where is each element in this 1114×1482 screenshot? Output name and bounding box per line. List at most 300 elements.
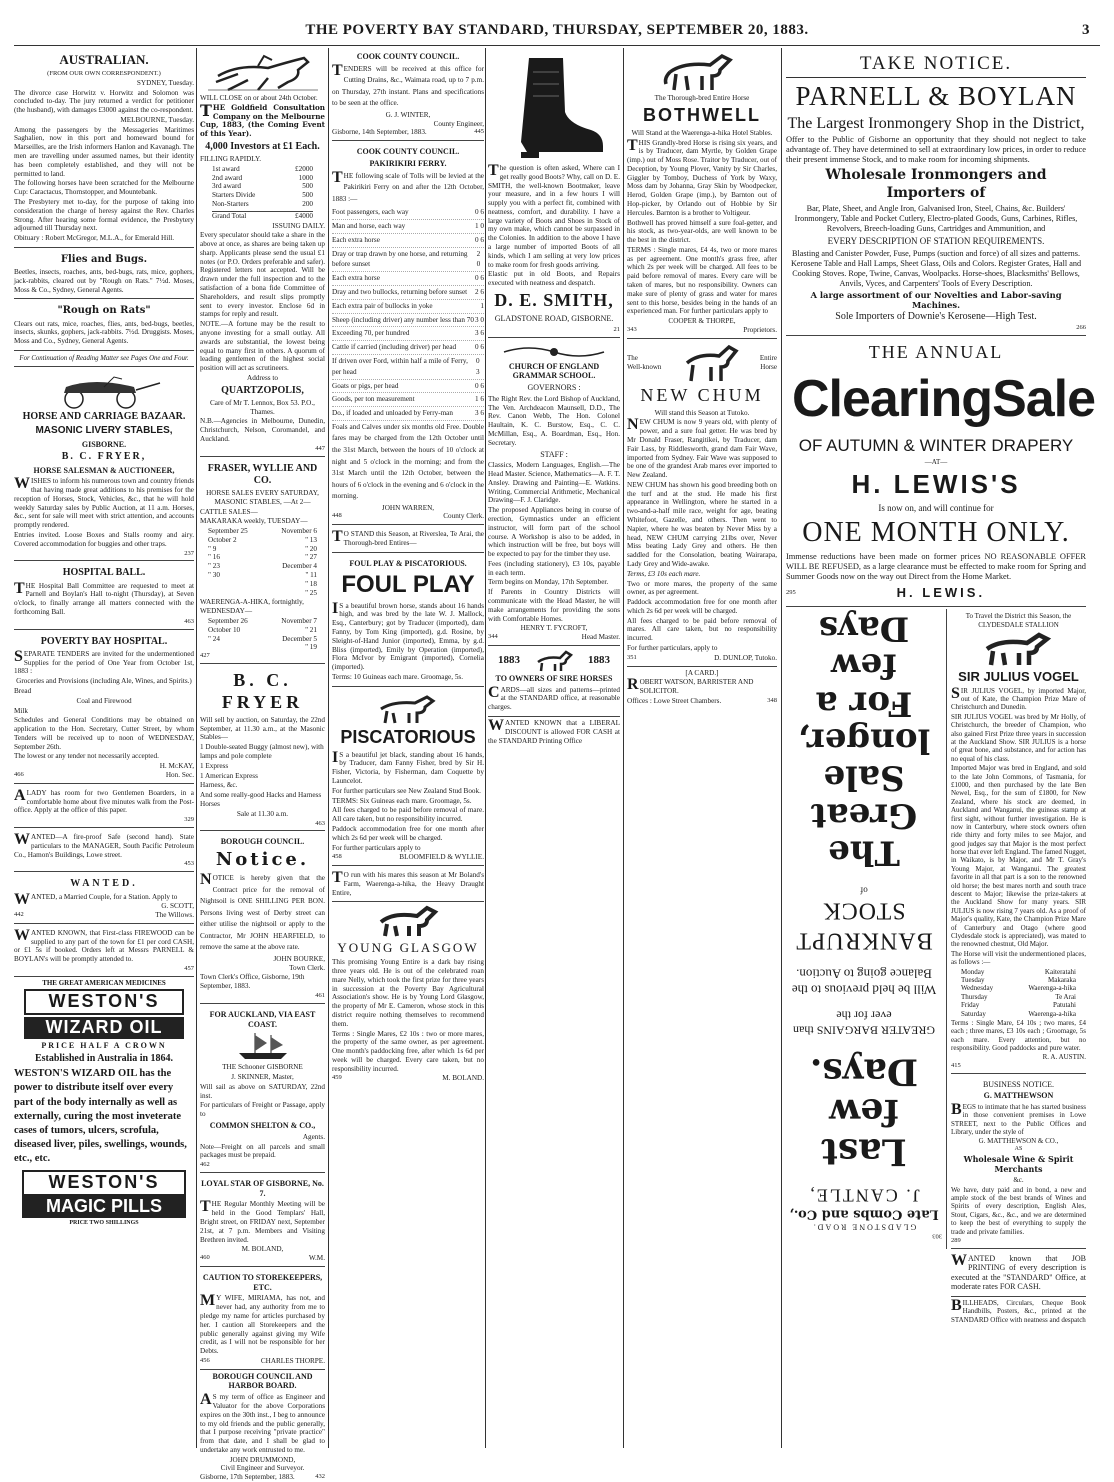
date-cell: " 27: [305, 553, 317, 562]
ad-number: 21: [613, 325, 620, 333]
pills-name: MAGIC PILLS: [22, 1196, 186, 1218]
ad-preline: The Thorough-bred Entire Horse: [654, 94, 750, 102]
ad-number: 343: [627, 325, 637, 333]
sire-cards-ad: [488, 648, 620, 717]
date-cell: " 23: [208, 562, 220, 571]
ad-subline: FILLING RAPIDLY.: [200, 155, 262, 164]
ad-text: Will sail as above on SATURDAY, 22nd inst.: [200, 1082, 325, 1100]
ad-text: Imported Major was bred in England, and sold to the late John Commons, of Tasmania, for £1000, and then purchased by the late Ben Newel, Esq., for the sum of £1800, for New Zealand, where his stock are deemed, in Auckland and Wanganui, the guineas stamp at first sight, without further investigation. He is now in Canterbury, where stock owners often ride thirty and forty miles to see Major, and good judges say that Major is the most perfect horse that ever left England. The famed Nugget, in Waikato, is by Major, and Mr T. Gray's Young Major, at Wanganui. The greatest favorite in all that part is a son to the renowned old horse; the best mares north and south trace descent to Major; likewise the prize-takers at the Auckland Show for many years. SIR JULIUS is now rising 7 years old. As a proof of Major's quality, Kate, the Champion Prize Mare of Canterbury and Otago (where good Clydesdale stock is appreciated), was mated to the renowned chestnut, Old Major.: [951, 764, 1086, 949]
business-style: G. MATTHEWSON & CO.,: [978, 1137, 1059, 1146]
masthead-title: THE POVERTY BAY STANDARD, THURSDAY, SEPTEMBER 20, 1883.: [305, 22, 809, 38]
page-number: 3: [1082, 22, 1090, 38]
date-cell: " 30: [208, 571, 220, 580]
ad-text: WISHES to inform his numerous town and country friends that having made great additions to his premises for the reception of Horses, Stock, Vehicles, &c., that he will hold weekly Saturday sales by Public Auction, at 11 a.m. Horses, &c., sent for sale will meet with strict attention, and accounts promptly rendered.: [14, 475, 194, 530]
toll-label: Foot passengers, each way: [332, 208, 409, 217]
flies-ad: [14, 250, 194, 300]
ad-subline: HORSE SALES EVERY SATURDAY, MASONIC STABLES, —At 2—: [206, 489, 319, 506]
ad-text: Every speculator should take a share in the above at once, as shares are being taken up sharp. Applicants please send the usual £1 notes (or P.O. Orders preferable and safer). Registered letters not accepted. Will be drawn under the full inspection and to the satisfaction of a bona fide Committee of Shareholders, and result slips promptly sent to every investor. Enclose 6d in stamps for reply and result.: [200, 231, 325, 319]
ad-text: ROBERT WATSON, BARRISTER AND SOLICITOR.: [627, 676, 754, 696]
vessel-name: THE Schooner GISBORNE: [222, 1063, 303, 1072]
wanted-safe-ad: [14, 830, 194, 872]
ad-text: All fees charged to be paid before removal of mare. All care taken, but no responsibility incurred.: [332, 806, 484, 824]
toll-label: Goods, per ton measurement: [332, 395, 415, 404]
toll-row: [332, 286, 484, 300]
agent-role: Agents.: [302, 1132, 325, 1141]
ad-text: This promising Young Entire is a dark bay rising three years old. He is out of the celebrated roan mare Nelly, which took the first prize for three years in succession at the Poverty Bay Agricultural Association's show. He is by Young Lord Glasgow, the property of Mr E. Cameron, whose stock in this district require nothing themselves to recommend them.: [332, 958, 484, 1028]
ad-number: 415: [951, 1061, 961, 1069]
ad-headline: longer,: [797, 720, 931, 761]
lot-item: 1 American Express: [200, 771, 258, 780]
ad-title: B. C. FRYER: [221, 670, 304, 712]
signature: CHARLES THORPE.: [260, 1356, 325, 1365]
ad-number: 432: [315, 1473, 325, 1481]
boot-icon: [499, 52, 609, 162]
route-day: Thursday: [961, 992, 988, 1001]
news-paragraph: The Presbytery met to-day, for the purpose of taking into consideration the charge of heresy against the Rev. Charles Strong. After hearing some formal evidence, the Presbytery adjourned till Thursday next.: [14, 197, 194, 233]
ad-text: Sole Importers of Downie's Kerosene—High Test.: [835, 311, 1037, 323]
sale-headline: [792, 368, 1096, 431]
office-line: Offices : Lowe Street Chambers.: [627, 696, 722, 705]
section-heading: AUSTRALIAN.: [59, 52, 149, 67]
ad-text: THE Goldfield Consultation Company on the Melbourne Cup, 1883, (the Coming Event of this Year).: [200, 100, 325, 139]
fraser-wyllie-ad: [200, 459, 325, 664]
route-day: Friday: [961, 1001, 980, 1010]
ad-text: Beetles, insects, roaches, ants, bed-bugs, rats, mice, gophers, jack-rabbits, cleared out by "Rough on Rats." 7½d. Moses, Moss & Co., Sydney, General Agents.: [14, 268, 194, 294]
product-name: WIZARD OIL: [24, 1017, 184, 1039]
signature: H. McKAY,: [159, 762, 194, 771]
ad-number: 457: [184, 964, 194, 972]
signature-role: County Engineer,: [433, 119, 484, 128]
banner-word: The: [627, 354, 638, 363]
toll-value: 0 6: [475, 208, 484, 217]
run-notice: [332, 868, 484, 902]
de-smith-boots-ad: [488, 48, 620, 338]
ad-text: WILL CLOSE on or about 24th October.: [200, 94, 318, 102]
route-row: [961, 968, 1076, 976]
ad-text: IS a beautiful brown horse, stands about 16 hands high, and was bred by the late W. J. Mallock, Esq., Canterbury; got by Traducer (imported), dam Fanny, by Tom King (imported), g.d. Rosine, by Sleight-of-Hand Junior (imported), Emma, by g.d. Bliss (imported), Emily by Operation (imported), Flora McIvor by Emigrant (imported), Cornelia (imported).: [332, 599, 484, 672]
route-row: [961, 1010, 1076, 1018]
ad-text: NOTE.—A fortune may be the result to anyone investing for a small outlay. All awards are substantial, the lowest being equal to many first in others. A quorum of leading gentlemen of the highest social position will act as scrutineers.: [200, 320, 325, 373]
hospital-tender-ad: [14, 632, 194, 784]
ad-title: HOSPITAL BALL.: [62, 567, 146, 579]
route-day: Tuesday: [961, 975, 985, 984]
ad-text: BILLHEADS, Circulars, Cheque Book Handbills, Posters, &c., printed at the STANDARD Office with neatness and despatch: [951, 1297, 1086, 1324]
signature-role: Proprietors.: [743, 325, 777, 334]
prize-total: [212, 211, 313, 221]
toll-label: Each extra pair of bullocks in yoke: [332, 301, 433, 310]
rough-on-rats-ad: [14, 301, 194, 351]
ad-text: WANTED, a Married Couple, for a Station. Apply to: [14, 890, 178, 908]
news-paragraph: The following horses have been scratched for the Melbourne Cup: Caractacus, Thornstopper, and Mountebank.: [14, 179, 194, 197]
ad-text: SIR JULIUS VOGEL was bred by Mr Holly, of Christchurch, the breeder of Champion, who also gained First Prize three years in succession at the Auckland Show. SIR JULIUS is a horse of great bone, and substance, and for action has no equal of his class.: [951, 712, 1086, 763]
ad-text: Blasting and Canister Powder, Fuse, Pumps (suction and force) of all sizes and patterns. Kerosene Table and Hall Lamps, Sheet Glass, Oils and Colors. Register Grates, Hall and Cooking Stoves. Rope, Twine, Canvas, Woolpacks. Horse-shoes, Blacksmiths' Bellows, Anvils, Vyces, and Carpenters' Tools of Every Description.: [790, 248, 1082, 288]
ad-number: 466: [14, 771, 24, 778]
date-line: Gisborne, 17th September, 1883.: [200, 1473, 295, 1482]
ad-text: Paddock accommodation free for one month after which 2s 6d per week will be charged.: [627, 598, 777, 615]
ad-title: TO OWNERS OF SIRE HORSES: [495, 673, 613, 683]
ad-text: THIS Grandly-bred Horse is rising six years, and is by Traducer, dam Myrtle, by Golden Grape (imp.) out of Moss Rose. Traitor by Traducer, out of Deception, by Young Plover, Vanity by Sir Charles, Giggler by Tomboy, Duchess of York by Waxy, Moss dam by Johanna, Gray Skin by Woodpecker, Herod, Golden Grape (imp.), by Barnton out of Hop-picker, by Orlando out of Hobbie by Sir Hercules. Barnton is a brother to Voltigeur.: [627, 136, 777, 217]
year-label: 1883: [588, 654, 610, 667]
terms-line: TERMS: Six Guineas each mare. Groomage, 5s.: [332, 796, 472, 805]
toll-label: Cattle if carried (including driver) per head: [332, 343, 457, 352]
section-label: STAFF :: [540, 449, 568, 459]
ad-text: Classics, Modern Languages, English.—The Head Master. Science, Mathematics—A. F. T. Ansley. Drawing and Painting—E. Watkins. Writing, Commercial Arithmetic, Mechanical Drawing—F. J. Claridge.: [488, 461, 620, 505]
route-place: Patutahi: [1053, 1001, 1076, 1010]
piscatorious-ad: [332, 689, 484, 866]
date-cell: " 25: [305, 588, 317, 597]
ad-number: 348: [767, 696, 777, 704]
route-day: Monday: [961, 967, 985, 976]
date-row: [208, 580, 317, 589]
ad-subline: Will Stand at the Waerenga-a-hika Hotel Stables.: [631, 128, 773, 137]
ad-text: CARDS—all sizes and patterns—printed at the STANDARD office, at reasonable charges.: [488, 683, 620, 712]
toll-label: Each extra horse: [332, 274, 380, 283]
ad-text: WANTED known that JOB PRINTING of every description is executed at the "STANDARD" Office, at moderate rates FOR CASH.: [951, 1251, 1086, 1292]
dateline: SYDNEY, Tuesday.: [136, 78, 194, 87]
firm-slogan: The Largest Ironmongery Shop in the District,: [787, 115, 1085, 133]
ad-number: 295: [786, 589, 796, 597]
date-row: [208, 635, 317, 644]
to-stand-notice: [332, 527, 484, 553]
date-cell: " 18: [305, 579, 317, 588]
hospital-ball-ad: [14, 563, 194, 629]
continuation-note: For Continuation of Reading Matter see Pages One and Four.: [14, 353, 194, 367]
horse-icon: [534, 650, 574, 672]
column-6: [786, 48, 1096, 1448]
toll-value: 3 0: [475, 315, 484, 324]
column-rule: [623, 48, 624, 1448]
route-row: [961, 976, 1076, 984]
ad-subheading: OF AUTUMN & WINTER DRAPERY: [798, 435, 1074, 455]
prize-row: [212, 191, 313, 200]
signature-role: Civil Engineer and Surveyor.: [220, 1464, 305, 1473]
matthewson-business-notice: [951, 1076, 1086, 1249]
ad-number: 460: [200, 1254, 210, 1262]
route-place: Waerenga-a-hika: [1028, 984, 1076, 993]
signature-role: County Clerk.: [443, 512, 484, 521]
route-day: Wednesday: [961, 984, 994, 993]
year-label: 1883: [498, 654, 520, 667]
ad-headline: Last few Days.: [809, 1051, 919, 1173]
date-cell: December 4: [282, 562, 317, 571]
toll-label: Sheep (including driver) any number less than 70: [332, 315, 474, 324]
prize-value: £2000: [295, 164, 313, 173]
horse-carriage-bazaar-ad: [14, 369, 194, 561]
news-paragraph: Among the passengers by the Messageries Maritimes Saghalien, now in this port and homeward bound for Marseilles, are the Irish informers Hanlon and Kavanagh. The men are travelling under assumed names, but their identity has been completely established, and they will not be permitted to land.: [14, 125, 194, 178]
dateline: MELBOURNE, Tuesday.: [120, 115, 194, 124]
ad-title: CHURCH OF ENGLAND GRAMMAR SCHOOL.: [508, 361, 600, 381]
ad-text: Terms : Single Mares, £2 10s : two or more mares, the property of the same owner, as per agreement. One month's paddocking free, after which 1s 6d per week will be charged. Every care taken, but no responsibility incurred.: [332, 1029, 484, 1073]
date-cell: November 6: [281, 527, 317, 536]
draught-horse-icon: [373, 904, 443, 938]
date-row: [208, 643, 317, 652]
ship-icon: [233, 1031, 293, 1061]
ad-text: Bar, Plate, Sheet, and Angle Iron, Galvanised Iron, Steel, Chains, &c. Builders' Ironmongery, Table and Pocket Cutlery, Electro-plated Goods, Guns, Carbines, Rifles, Revolvers, Breech-loading Guns, Cartridges and Ammunition, and: [794, 203, 1078, 233]
signature: BLOOMFIELD & WYLLIE.: [399, 853, 484, 862]
ad-text: Note—Freight on all parcels and small packages must be prepaid.: [200, 1142, 325, 1160]
ad-number: 447: [315, 444, 325, 452]
prize-label: 1st award: [212, 164, 240, 173]
ad-text: Bothwell has proved himself a sure foal-getter, and his stock, as two-year-olds, are well known to be the best in the district.: [627, 218, 777, 245]
young-glasgow-ad: [332, 904, 484, 1083]
ad-text: The proposed Appliances being in course of erection, Gymnastics under an efficient instructor, will form part of the school course. A Workshop is also to be added, in which instruction will be free, but boys will be expected to pay for the timber they use.: [488, 506, 620, 559]
ad-number: 459: [332, 1074, 342, 1082]
date-cell: October 10: [208, 625, 241, 634]
route-place: Makaraka: [1048, 975, 1076, 984]
ad-text: NEW CHUM has shown his good breeding both on the turf and at the stud. He made his first appearance in Wellington, where he started in a two-and-a-half mile race, weight for age, beating Whitefoot, Gazelle, and others. Then went to Napier, where he was beaten by Never Miss by a head, NEW CHUM carrying 21lbs over, Never Miss beating Lady Grey and others. He then saddled for the Consolation, beating Wairarapa, Lady Grey and Wide-awake.: [627, 480, 777, 568]
masthead-rule: [14, 45, 1100, 46]
date-row: [208, 553, 317, 562]
ad-text: TO STAND this Season, at Riverslea, Te Arai, the Thorough-bred Entires—: [332, 528, 484, 547]
ad-text: TERMS : Single mares, £4 4s, two or more mares as per agreement. One month's grass free, after which 2s per week will be charged. All fees to be paid before removal of mares. Every care will be taken of mares, but no responsibility. Owners can make sure of plenty of grass and water for mares sent to this horse, besides being in the hands of an experienced man. For further particulars apply to: [627, 245, 777, 316]
ad-text: The question is often asked, Where can I get really good Boots? Why, call on D. E. SMITH, the well-known Bootmaker, leave your measure, and in a few hours I will supply you with a perfect fit, combined with neatness, comfort, and durability. I have a large variety of Boots and Shoes in Stock of my own make, which cannot be surpassed in the Colonies. In addition to the above I have a large number of imported Boots of all kinds, which I am selling at very low prices to make room for fresh goods arriving.: [488, 162, 620, 269]
ad-text: For further particulars see New Zealand Stud Book.: [332, 786, 481, 795]
column-1: [14, 48, 194, 1448]
ad-text: THE Hospital Ball Committee are requested to meet at Parnell and Boylan's Hall to-night (Thursday), at Seven o'clock, to finally arrange all matters connected with the forthcoming Ball.: [14, 579, 194, 616]
toll-label: If driven over Ford, within half a mile of Ferry, per head: [332, 356, 468, 376]
business-name: G. MATTHEWSON: [983, 1091, 1054, 1101]
headline-word: Clearing: [792, 370, 993, 429]
year-banner: [488, 650, 620, 672]
ad-text: Elastic put in old Boots, and Repairs executed with neatness and despatch.: [488, 270, 620, 288]
right-subcolumn: [947, 609, 1086, 1324]
toll-value: 1: [480, 301, 484, 310]
date-row: [208, 626, 317, 635]
date-row: [208, 571, 317, 580]
signature-role: W.M.: [308, 1254, 325, 1263]
signature: H. LEWIS.: [896, 585, 986, 601]
signature: G. SCOTT,: [161, 902, 194, 911]
toll-value: 2 6: [475, 287, 484, 296]
etc-line: &c.: [1013, 1176, 1024, 1185]
established-line: Established in Australia in 1864.: [34, 1053, 174, 1065]
toll-label: Do., if loaded and unloaded by Ferry-man: [332, 409, 453, 418]
ad-text: Terms : Single Mare, £4 10s ; two mares, £4 each ; three mares, £3 10s each ; Groomage, 5s each mare. Every attention, but no responsibility. Good paddocks and pure water.: [951, 1018, 1086, 1053]
pills-brand: WESTON'S: [22, 1170, 186, 1196]
ad-number: 237: [184, 549, 194, 557]
prize-value: 500: [302, 182, 313, 191]
auctioneer-role: HORSE SALESMAN & AUCTIONEER,: [33, 465, 175, 475]
harbor-board-ad: [200, 1372, 325, 1482]
prize-label: Grand Total: [212, 211, 247, 220]
date-line: Gisborne, 14th September, 1883.: [332, 128, 427, 137]
ad-text: WANTED—A fire-proof Safe (second hand). State particulars to the MANAGER, South Pacific Petroleum Co., Hamon's Buildings, Lowe street.: [14, 831, 194, 859]
lady-boarders-ad: [14, 786, 194, 828]
toll-row: [332, 393, 484, 407]
ad-text: All fees charged to be paid before removal of mares. All care taken, but no responsibility incurred.: [627, 616, 777, 643]
column-5: [627, 48, 777, 1448]
signature: HENRY T. FYCROFT,: [520, 624, 588, 633]
signature: JOHN DRUMMOND,: [229, 1455, 296, 1464]
toll-table: [332, 206, 484, 421]
ad-subline: CATTLE SALES—: [200, 507, 258, 516]
toll-row: [332, 314, 484, 328]
parnell-boylan-ad: [786, 48, 1086, 336]
headline-word: Sale: [992, 370, 1096, 429]
quartzopolis-ad: [200, 48, 325, 457]
route-day: Saturday: [961, 1009, 986, 1018]
date-cell: " 13: [305, 535, 317, 544]
date-cell: " 11: [305, 571, 317, 580]
prize-table: [200, 165, 325, 221]
auctioneer-name: B. C. FRYER,: [61, 451, 147, 463]
ad-text: Immense reductions have been made on former prices NO REASONABLE OFFER WILL BE REFUSED, as a large clearance must be effected to make room for Spring and Summer Goods now on the way out Direct from the Home Market.: [786, 551, 1086, 582]
date-cell: " 24: [208, 634, 220, 643]
signature-place: The Willows.: [155, 911, 194, 920]
date-row: [208, 562, 317, 571]
ad-text: NOTICE is hereby given that the Contract price for the removal of Nightsoil is ONE SHILLING PER BON. Persons living west of Derby street can either utilise the nightsoil or apply to the Contractor, Mr JOHN HEARFIELD, to remove the same at the above rate.: [200, 871, 325, 952]
section-label: GOVERNORS :: [527, 383, 581, 393]
product-price: PRICE HALF A CROWN: [41, 1041, 167, 1051]
ad-number: 458: [332, 853, 342, 861]
toll-value: 1 0: [475, 222, 484, 230]
stallion-icon: [979, 631, 1059, 667]
ad-text: Two or more mares, the property of the same owner, as per agreement.: [627, 579, 777, 597]
date-cell: " 21: [305, 625, 317, 634]
toll-value: 0 6: [475, 274, 484, 283]
toll-row: [332, 206, 484, 220]
date-row: [208, 527, 317, 536]
ad-number: 289: [951, 1236, 961, 1244]
toll-value: 2 0: [476, 249, 481, 269]
ad-title: WANTED.: [70, 878, 138, 890]
toll-value: 0 3: [476, 356, 480, 376]
prize-row: [212, 182, 313, 191]
ad-text: N.B.—Agencies in Melbourne, Dunedin, Christchurch, Nelson, Coromandel, and Auckland.: [200, 417, 325, 443]
date-row: [208, 536, 317, 545]
signature: JOHN BOURKE,: [273, 954, 325, 963]
route-place: Te Arai: [1055, 992, 1076, 1001]
signature-role: Head Master.: [581, 633, 620, 642]
ad-number: 351: [627, 653, 637, 661]
ad-text: GREATER BARGAINS than ever for the: [793, 1008, 936, 1038]
discount-notice: [488, 716, 620, 745]
ad-text: SIR JULIUS VOGEL, by imported Major, out of Kate, the Champion Prize Mare of Christchurch and Dunedin.: [951, 684, 1086, 712]
signature: JOHN WARREN,: [381, 503, 435, 512]
news-paragraph: The divorce case Horwitz v. Horwitz and Solomon was concluded to-day. The jury returned a verdict for petitioner (the husband), with damages £3000 against the co-respondent.: [14, 88, 194, 115]
toll-row: [332, 234, 484, 248]
signature: R. A. AUSTIN.: [1042, 1053, 1086, 1062]
date-cell: September 26: [208, 616, 248, 625]
toll-value: 3 6: [475, 409, 484, 418]
signature: COOPER & THORPE,: [668, 317, 736, 326]
ad-text: ALADY has room for two Gentlemen Boarders, in a comfortable home about five minutes walk from the Post-office. Apply at the office of this paper.: [14, 786, 194, 815]
news-paragraph: Obituary : Robert McGregor, M.L.A., for Emerald Hill.: [14, 234, 174, 243]
ad-headline: For a few Days: [815, 608, 913, 724]
ad-number: 344: [488, 633, 498, 641]
signature: G. J. WINTER,: [385, 110, 431, 119]
prize-value: £4000: [295, 211, 313, 220]
supply-item: Coal and Firewood: [76, 696, 132, 705]
address-label: Address to: [247, 373, 278, 382]
ad-text: Is now on, and will continue for: [878, 502, 994, 513]
ad-title: Flies and Bugs.: [60, 253, 148, 265]
ad-title: CAUTION TO STOREKEEPERS, ETC.: [202, 1272, 323, 1292]
toll-label: Exceeding 70, per hundred: [332, 329, 410, 338]
ad-number: 462: [200, 1161, 210, 1169]
toll-value: 0 6: [475, 235, 484, 244]
banner-word: Well-known: [627, 362, 662, 371]
terms-line: Terms: 10 Guineas each mare. Groomage, 5s.: [332, 672, 464, 681]
address-line: Care of Mr T. Lennox, Box 53. P.O., Thames.: [210, 398, 315, 416]
sir-julius-vogel-ad: [951, 609, 1086, 1073]
toll-value: 3 6: [475, 329, 484, 338]
ad-text: BEGS to intimate that he has started business in those convenient premises in Lowe STREET, next to the Public Offices and Library, under the style of: [951, 1100, 1086, 1137]
ad-number: 266: [1076, 324, 1086, 332]
ad-subline: ISSUING DAILY.: [272, 221, 325, 230]
ad-text: A large assortment of our Novelties and Labor-saving Machines.: [810, 289, 1062, 310]
column-2: [200, 48, 325, 1482]
lower-section: [786, 608, 1086, 1324]
column-rule: [328, 48, 329, 1448]
ad-text: J. CANTLE,: [808, 1186, 920, 1207]
date-cell: December 5: [282, 634, 317, 643]
signature: M. BOLAND,: [241, 1245, 284, 1254]
toll-label: Dray or trap drawn by one horse, and returning before sunset: [332, 249, 468, 269]
ad-title: BOROUGH COUNCIL AND HARBOR BOARD.: [212, 1371, 313, 1391]
as-word: AS: [1014, 1145, 1023, 1152]
route-table: [951, 968, 1086, 1018]
inverted-ad: [786, 609, 942, 1240]
ad-text: TENDERS will be received at this office for Cutting Drains, &c., Waimata road, up to 7 p.m. on Thursday, 27th instant. Plans and specifications to be seen at the office.: [332, 61, 484, 108]
ad-title: FRASER, WYLLIE AND CO.: [207, 462, 318, 486]
cook-county-tenders: [332, 48, 484, 141]
ad-text: The Horse will visit the undermentioned places, as follows :—: [951, 949, 1086, 967]
prize-label: Non-Starters: [212, 200, 249, 208]
ad-text: WESTON'S WIZARD OIL has the power to distribute itself over every part of the body internally as well as externally, curing the most inveterate cases of tumors, ulcers, scrofula, diseased liver, piles, swellings, wounds, etc., etc.: [14, 1068, 187, 1165]
route-place: Kaiteratahi: [1044, 967, 1076, 976]
prize-label: 2nd award: [212, 173, 243, 182]
business-name: D. E. SMITH,: [494, 289, 614, 310]
racehorse-illustration-icon: [208, 52, 318, 92]
sale-dates-tuesday: [200, 527, 325, 597]
date-cell: " 16: [208, 553, 220, 562]
business-address: GLADSTONE ROAD, GISBORNE.: [494, 313, 614, 323]
ad-title: LOYAL STAR OF GISBORNE, No. 7.: [201, 1178, 324, 1198]
toll-row: [332, 272, 484, 286]
column-rule: [485, 48, 486, 1448]
ad-text: Schedules and General Conditions may be obtained on application to the Hon. Secretary, Cutter Street, by whom Tenders will be received up to noon of WEDNESDAY, September 26th.: [14, 716, 194, 751]
ad-number: 445: [474, 128, 484, 136]
toll-row: [332, 220, 484, 234]
toll-label: Man and horse, each way: [332, 222, 406, 230]
terms-line: Terms, £3 10s each mare.: [627, 569, 701, 578]
carriage-illustration-icon: [44, 373, 164, 409]
prize-row: [212, 200, 313, 209]
signature-role: Hon. Sec.: [165, 771, 194, 779]
h-lewis-clearing-sale-ad: [786, 338, 1096, 607]
date-cell: " 20: [305, 544, 317, 553]
route-row: [961, 1001, 1076, 1009]
ad-preline: To Travel the District this Season, the CLYDESDALE STALLION: [965, 612, 1072, 629]
horse-icon: [681, 343, 741, 383]
ad-title: COOK COUNTY COUNCIL.: [356, 52, 460, 61]
ad-banner: THE GREAT AMERICAN MEDICINES: [42, 978, 166, 987]
toll-row: [332, 327, 484, 341]
ad-number: 303: [932, 1232, 942, 1240]
caution-ad: [200, 1269, 325, 1370]
ad-title: BUSINESS NOTICE.: [982, 1079, 1055, 1089]
ad-text: THE Regular Monthly Meeting will be held in the Good Templars' Hall, Bright street, on FRIDAY next, September 21st, at 7 p.m. Members and Visiting Brethren invited.: [200, 1198, 325, 1244]
supply-item: Bread: [14, 686, 32, 695]
bothwell-ad: [627, 48, 777, 339]
ad-header: TAKE NOTICE.: [859, 53, 1013, 74]
ad-text: Foals and Calves under six months old Free. Double fares may be charged from the 12th October until the 31st March, between the hours of 10 o'clock at night and 5 o'clock in the morning; and from the 31st March until the 12th October, between the hours of 6 o'clock in the evening and 6 o'clock in the morning.: [332, 422, 484, 501]
signature-role: Town Clerk.: [289, 963, 325, 972]
wanted-couple-ad: [14, 874, 194, 924]
ad-text: SEPARATE TENDERS are invited for the undermentioned Supplies for the period of One Year from October 1st, 1883 :: [14, 647, 194, 676]
prize-row: [212, 165, 313, 174]
